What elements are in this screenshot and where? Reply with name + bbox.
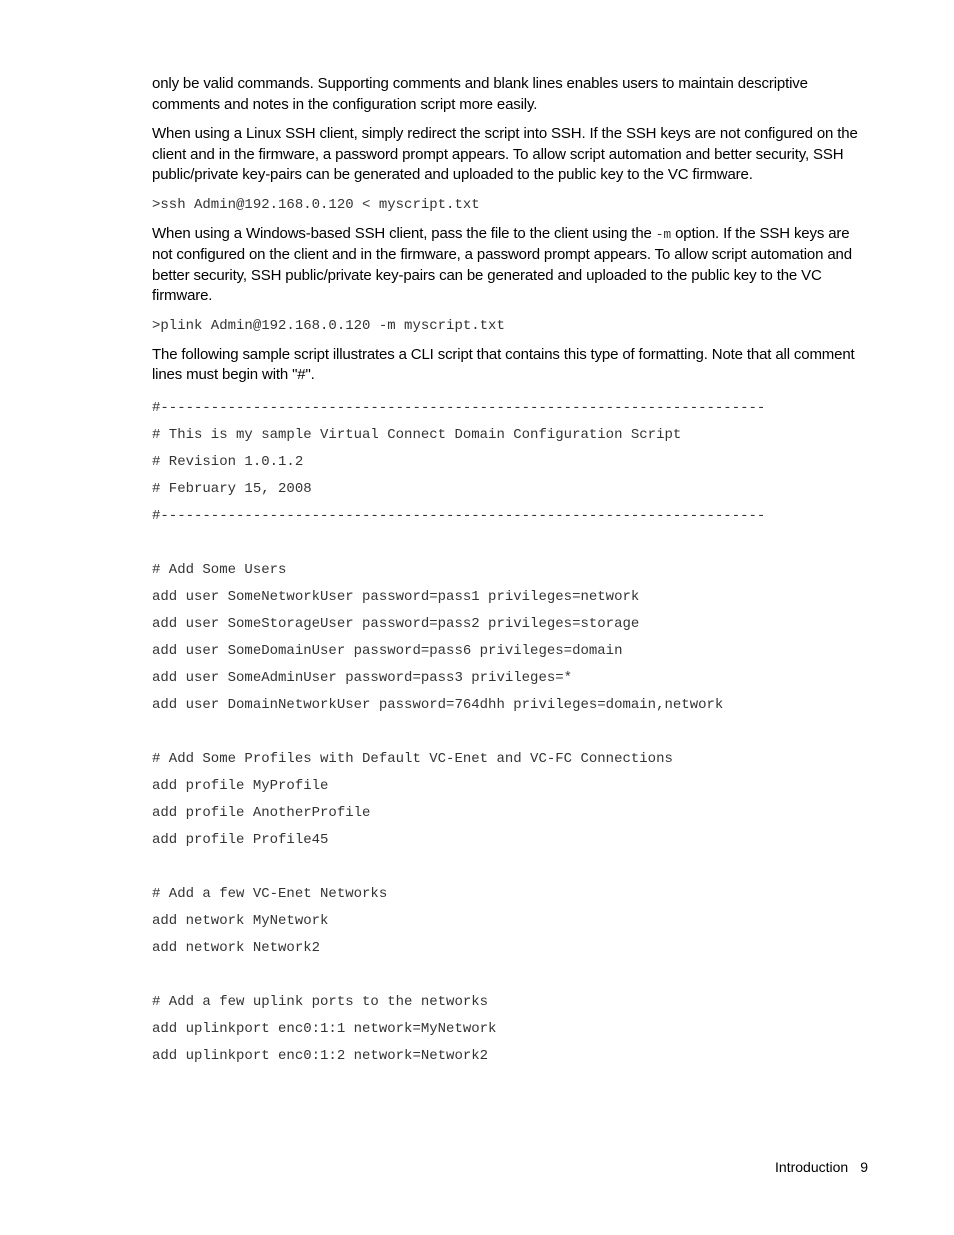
page-footer	[775, 1157, 868, 1177]
paragraph-linux-ssh: When using a Linux SSH client, simply redirect the script into SSH. If the SSH keys are not configured on the client and in the firmware, a password prompt appears. To allow script automation and better security, SSH public/private key-pairs can be generated and uploaded to the public key to the VC firmware.	[152, 125, 858, 183]
command-ssh-example: >ssh Admin@192.168.0.120 < myscript.txt	[152, 196, 480, 213]
code-line: add user DomainNetworkUser password=764dhh privileges=domain,network	[152, 696, 724, 713]
code-line: add uplinkport enc0:1:2 network=Network2	[152, 1047, 489, 1064]
code-line: add profile Profile45	[152, 831, 329, 848]
code-line: add network Network2	[152, 939, 321, 956]
paragraph-windows-ssh-text-end: option. If the SSH keys are not configured on the client and in the firmware, a password prompt appears. To allow script automation and better security, SSH public/private key-pairs can be generated and uploaded to the public key to the VC firmware.	[152, 224, 852, 304]
sample-script-code-block	[152, 395, 864, 1070]
code-blank-line	[152, 530, 864, 557]
code-line: add user SomeDomainUser password=pass6 privileges=domain	[152, 642, 623, 659]
footer-page-number: 9	[860, 1159, 868, 1175]
code-line: add user SomeStorageUser password=pass2 privileges=storage	[152, 615, 640, 632]
code-blank-line	[152, 962, 864, 989]
paragraph-sample-script-intro: The following sample script illustrates a CLI script that contains this type of formatting. Note that all comment lines must begin with "#".	[152, 345, 855, 383]
code-line: # This is my sample Virtual Connect Domain Configuration Script	[152, 426, 682, 443]
code-line: #------------------------------------------------------------------------	[152, 507, 766, 524]
paragraph-windows-ssh	[152, 224, 864, 307]
code-line: # Revision 1.0.1.2	[152, 453, 304, 470]
paragraph-windows-ssh-text-start: When using a Windows-based SSH client, pass the file to the client using the	[152, 224, 656, 242]
code-line: add profile MyProfile	[152, 777, 329, 794]
code-line: # Add Some Profiles with Default VC-Enet and VC-FC Connections	[152, 750, 673, 767]
code-line: # Add a few uplink ports to the networks	[152, 993, 489, 1010]
footer-section-title: Introduction	[775, 1159, 849, 1175]
code-line: # Add Some Users	[152, 561, 287, 578]
command-plink-example: >plink Admin@192.168.0.120 -m myscript.txt	[152, 317, 505, 334]
code-line: add user SomeAdminUser password=pass3 privileges=*	[152, 669, 573, 686]
code-line: add network MyNetwork	[152, 912, 329, 929]
code-line: add uplinkport enc0:1:1 network=MyNetwork	[152, 1020, 497, 1037]
code-line: # Add a few VC-Enet Networks	[152, 885, 388, 902]
code-line: # February 15, 2008	[152, 480, 312, 497]
page-content	[152, 74, 864, 1070]
code-blank-line	[152, 719, 864, 746]
code-line: add user SomeNetworkUser password=pass1 privileges=network	[152, 588, 640, 605]
paragraph-comments: only be valid commands. Supporting comments and blank lines enables users to maintain descriptive comments and notes in the configuration script more easily.	[152, 75, 808, 113]
code-line: add profile AnotherProfile	[152, 804, 371, 821]
code-line: #------------------------------------------------------------------------	[152, 399, 766, 416]
inline-code-m-option: -m	[655, 226, 672, 242]
code-blank-line	[152, 854, 864, 881]
